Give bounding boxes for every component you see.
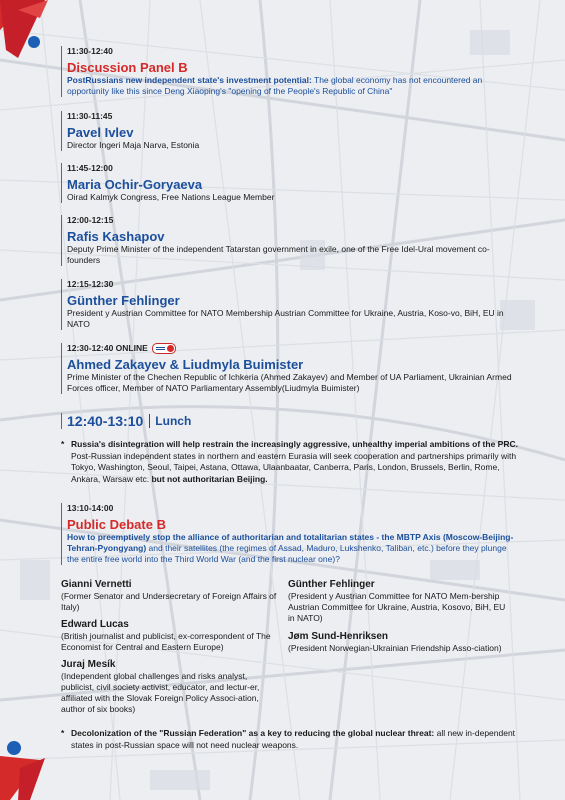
panelist	[288, 578, 508, 624]
description-text: and their satellites (the regimes of Assad, Maduro, Lukshenko, Taliban, etc.) before they plunge the entire free world into the Third World War (and the first nuclear one)?	[67, 543, 507, 564]
bottom-left-logo-mark	[0, 738, 60, 800]
note-decolonization	[61, 728, 521, 751]
speaker-description: Deputy Prime Minister of the independent Tatarstan government in exile, one of the Free Idel-Ural movement co-founders	[67, 244, 490, 265]
schedule-entry-speaker	[61, 215, 517, 266]
panelist-description: (President Norwegian-Ukrainian Friendship Asso-ciation)	[288, 643, 502, 653]
panelist	[61, 578, 281, 613]
panelist-description: (Former Senator and Undersecretary of Foreign Affairs of Italy)	[61, 591, 277, 612]
lunch-time: 12:40-13:10	[61, 413, 143, 429]
online-camera-icon	[152, 343, 176, 354]
note-text: all new in-dependent states in post-Russian space will not need nuclear weapons.	[71, 728, 516, 750]
note-bold-lead: Decolonization of the "Russian Federation" as a key to reducing the global nuclear threat:	[71, 728, 435, 738]
speaker-name: Pavel Ivlev	[67, 125, 134, 140]
speaker-description: President y Austrian Committee for NATO Membership Austrian Committee for Ukraine, Austria, Koso-vo, BiH, EU in NATO	[67, 308, 504, 329]
entry-description	[67, 532, 517, 565]
entry-time-text: 12:30-12:40 ONLINE	[67, 343, 148, 353]
description-bold: PostRussians new independent state's investment potential:	[67, 75, 312, 85]
note-text: Post-Russian independent states in northern and eastern Eurasia will seek cooperation and partnerships primarily with Tokyo, Washington, Seoul, Taipei, Astana, Ottawa, Ulaanbaatar, Canberra, Paris, London, Brussels, Berlin, Rome, Ankara, Warsaw etc.	[71, 450, 517, 484]
panelist	[61, 618, 281, 653]
lunch-break	[61, 410, 191, 432]
speaker-name: Günther Fehlinger	[67, 293, 180, 308]
panelist-description: (Independent global challenges and risks analyst, publicist, civil society activist, educator, and lectur-er, affiliated with the Slovak Foreign Policy Associ-ation, author of six books)	[61, 671, 260, 714]
entry-title: Discussion Panel B	[67, 60, 188, 75]
lunch-label: Lunch	[149, 414, 191, 428]
entry-title: Public Debate B	[67, 517, 166, 532]
description-bold: How to preemptively stop the alliance of authoritarian and totalitarian states - the MBTP Axis (Moscow-Beijing-Tehran-Pyongyang)	[67, 532, 514, 553]
top-left-logo-mark	[0, 0, 60, 60]
entry-time	[67, 343, 517, 354]
speaker-description: Oirad Kalmyk Congress, Free Nations League Member	[67, 192, 275, 202]
schedule-entry-speaker	[61, 163, 517, 203]
panelist	[61, 658, 281, 715]
speaker-description: Director Ingeri Maja Narva, Estonia	[67, 140, 200, 150]
speaker-name: Ahmed Zakayev & Liudmyla Buimister	[67, 357, 304, 373]
panelist-name: Jøm Sund-Henriksen	[288, 631, 389, 642]
note-bold-tail: but not authoritarian Beijing.	[151, 473, 268, 484]
speaker-name: Rafis Kashapov	[67, 229, 165, 244]
schedule-entry-speaker-online	[61, 343, 517, 394]
note-asterisk: *	[61, 439, 65, 449]
speaker-name: Maria Ochir-Goryaeva	[67, 177, 203, 192]
entry-time: 13:10-14:00	[67, 503, 114, 513]
schedule-entry-public-debate	[61, 503, 517, 565]
panelist	[288, 630, 508, 654]
panelist-name: Juraj Mesík	[61, 659, 116, 670]
schedule-entry-speaker	[61, 111, 517, 151]
schedule-entry-speaker	[61, 279, 517, 330]
speaker-description: Prime Minister of the Chechen Republic of Ichkeria (Ahmed Zakayev) and Member of UA Parliament, Ukrainian Armed Forces officer, Member of NATO Parliamentary Assembly(Liudmyla Buimister)	[67, 372, 512, 394]
entry-time: 11:30-11:45	[67, 111, 113, 121]
schedule-entry-discussion-panel	[61, 46, 517, 97]
entry-time: 11:45-12:00	[67, 163, 113, 173]
panelist-name: Günther Fehlinger	[288, 579, 375, 590]
panelist-description: (President y Austrian Committee for NATO Mem-bership Austrian Committee for Ukraine, Austria, Kosovo, BiH, EU in NATO)	[288, 591, 506, 623]
note-asterisk: *	[61, 728, 65, 738]
note-bold-lead: Russia's disintegration will help restrain the increasingly aggressive, unhealthy imperial ambitions of the PRC.	[71, 439, 518, 449]
entry-time: 12:00-12:15	[67, 215, 114, 225]
panelist-name: Edward Lucas	[61, 619, 129, 630]
entry-time: 11:30-12:40	[67, 46, 113, 56]
panelist-name: Gianni Vernetti	[61, 579, 132, 590]
panelist-description: (British journalist and publicist, ex-correspondent of The Economist for Central and Eastern Europe)	[61, 631, 271, 652]
description-text: The global economy has not encountered an opportunity like this since Deng Xiaoping's "opening of the People's Republic of China"	[67, 75, 483, 96]
entry-description	[67, 75, 517, 97]
note-disintegration	[61, 439, 521, 485]
entry-time: 12:15-12:30	[67, 279, 114, 289]
